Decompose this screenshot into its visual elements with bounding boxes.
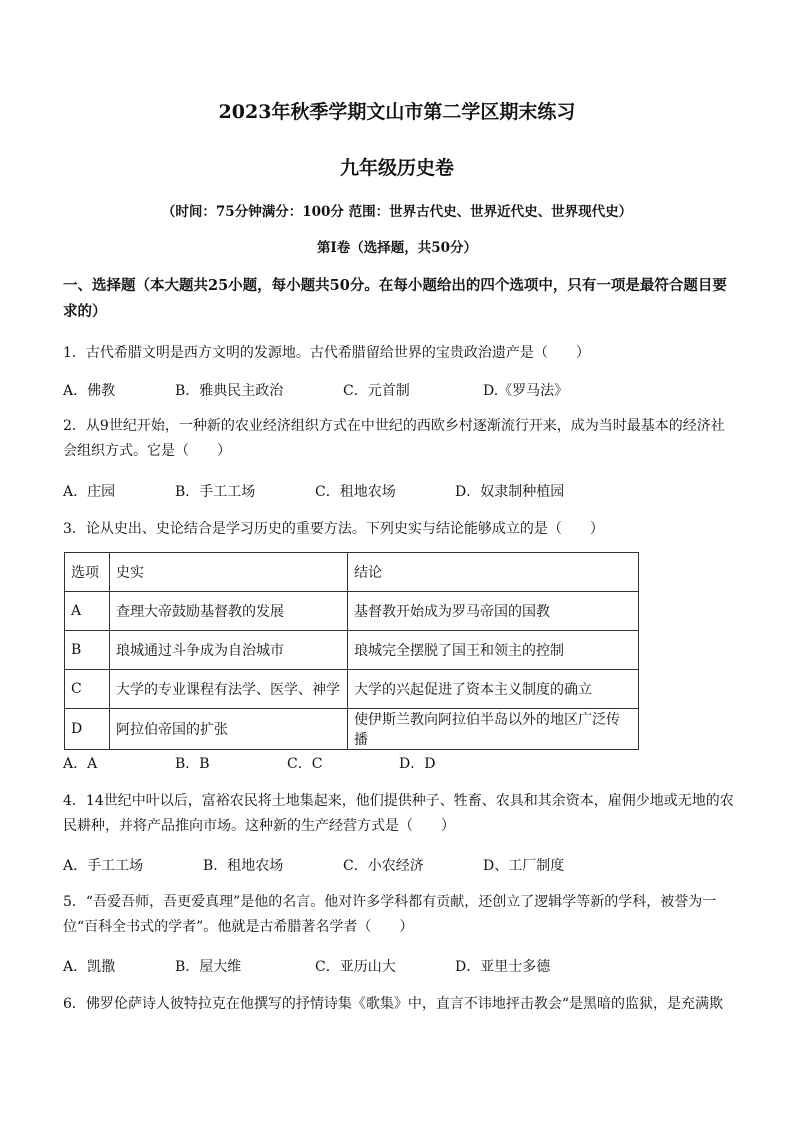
table-cell: 阿拉伯帝国的扩张 — [110, 709, 348, 750]
question-3-stem: 3．论从史出、史论结合是学习历史的重要方法。下列史实与结论能够成立的是（ ） — [63, 521, 604, 537]
question-1-stem: 1．古代希腊文明是西方文明的发源地。古代希腊留给世界的宝贵政治遗产是（ ） — [63, 345, 590, 361]
table-cell: 基督教开始成为罗马帝国的国教 — [348, 592, 639, 631]
table-cell: D — [65, 709, 110, 750]
question-5-stem: 5．“吾爱吾师，吾更爱真理”是他的名言。他对许多学科都有贡献，还创立了逻辑学等新的学科，被誉为一位“百科全书式的学者”。他就是古希腊著名学者（ ） — [63, 894, 717, 935]
q2-option-c: C．租地农场 — [315, 484, 396, 500]
q1-option-a: A．佛教 — [63, 383, 116, 399]
q4-option-d: D、工厂制度 — [483, 858, 565, 874]
table-header-cell: 史实 — [110, 553, 348, 592]
q2-option-d: D．奴隶制种植园 — [455, 484, 565, 500]
q5-option-b: B．屋大维 — [175, 959, 242, 975]
q4-option-b: B．租地农场 — [203, 858, 284, 874]
table-row — [65, 670, 639, 709]
q5-option-d: D．亚里士多德 — [455, 959, 551, 975]
q1-option-d: D.《罗马法》 — [483, 383, 569, 399]
section-heading: 一、选择题（本大题共25小题，每小题共50分。在每小题给出的四个选项中，只有一项是最符合题目要求的） — [63, 277, 727, 320]
exam-subtitle: 九年级历史卷 — [339, 157, 454, 179]
table-header-cell: 选项 — [65, 553, 110, 592]
table-cell: 琅城通过斗争成为自治城市 — [110, 631, 348, 670]
q1-option-c: C．元首制 — [343, 383, 410, 399]
q2-option-a: A．庄园 — [63, 484, 116, 500]
table-cell: B — [65, 631, 110, 670]
q5-option-c: C．亚历山大 — [315, 959, 396, 975]
table-row — [65, 709, 639, 750]
q3-table — [64, 552, 639, 750]
q5-option-a: A．凯撒 — [63, 959, 116, 975]
question-4-stem: 4．14世纪中叶以后，富裕农民将土地集起来，他们提供种子、牲畜、农具和其余资本，雇佣少地或无地的农民耕种，并将产品推向市场。这种新的生产经营方式是（ ） — [63, 793, 734, 834]
q2-option-b: B．手工工场 — [175, 484, 256, 500]
exam-info: （时间：75分钟满分：100分 范围：世界古代史、世界近代史、世界现代史） — [161, 204, 633, 220]
table-cell: 查理大帝鼓励基督教的发展 — [110, 592, 348, 631]
table-cell: A — [65, 592, 110, 631]
q1-option-b: B．雅典民主政治 — [175, 383, 284, 399]
table-cell: 琅城完全摆脱了国王和领主的控制 — [348, 631, 639, 670]
q3-option-c: C．C — [287, 756, 323, 772]
part-heading: 第Ⅰ卷（选择题，共50分） — [316, 240, 478, 256]
question-2-stem: 2．从9世纪开始，一种新的农业经济组织方式在中世纪的西欧乡村逐渐流行开来，成为当时最基本的经济社会组织方式。它是（ ） — [63, 418, 725, 459]
exam-title: 2023年秋季学期文山市第二学区期末练习 — [218, 101, 576, 123]
table-row — [65, 592, 639, 631]
q3-option-d: D．D — [399, 756, 436, 772]
question-6-stem: 6．佛罗伦萨诗人彼特拉克在他撰写的抒情诗集《歌集》中，直言不讳地抨击教会“是黑暗的监狱，是充满欺 — [63, 996, 724, 1012]
table-header-cell: 结论 — [348, 553, 639, 592]
q4-option-c: C．小农经济 — [343, 858, 424, 874]
q3-option-a: A．A — [63, 756, 98, 772]
table-row — [65, 631, 639, 670]
q4-option-a: A．手工工场 — [63, 858, 144, 874]
table-header-row — [65, 553, 639, 592]
q3-option-b: B．B — [175, 756, 210, 772]
table-cell: 大学的专业课程有法学、医学、神学 — [110, 670, 348, 709]
table-cell: C — [65, 670, 110, 709]
table-cell: 使伊斯兰教向阿拉伯半岛以外的地区广泛传播 — [348, 709, 639, 750]
table-cell: 大学的兴起促进了资本主义制度的确立 — [348, 670, 639, 709]
